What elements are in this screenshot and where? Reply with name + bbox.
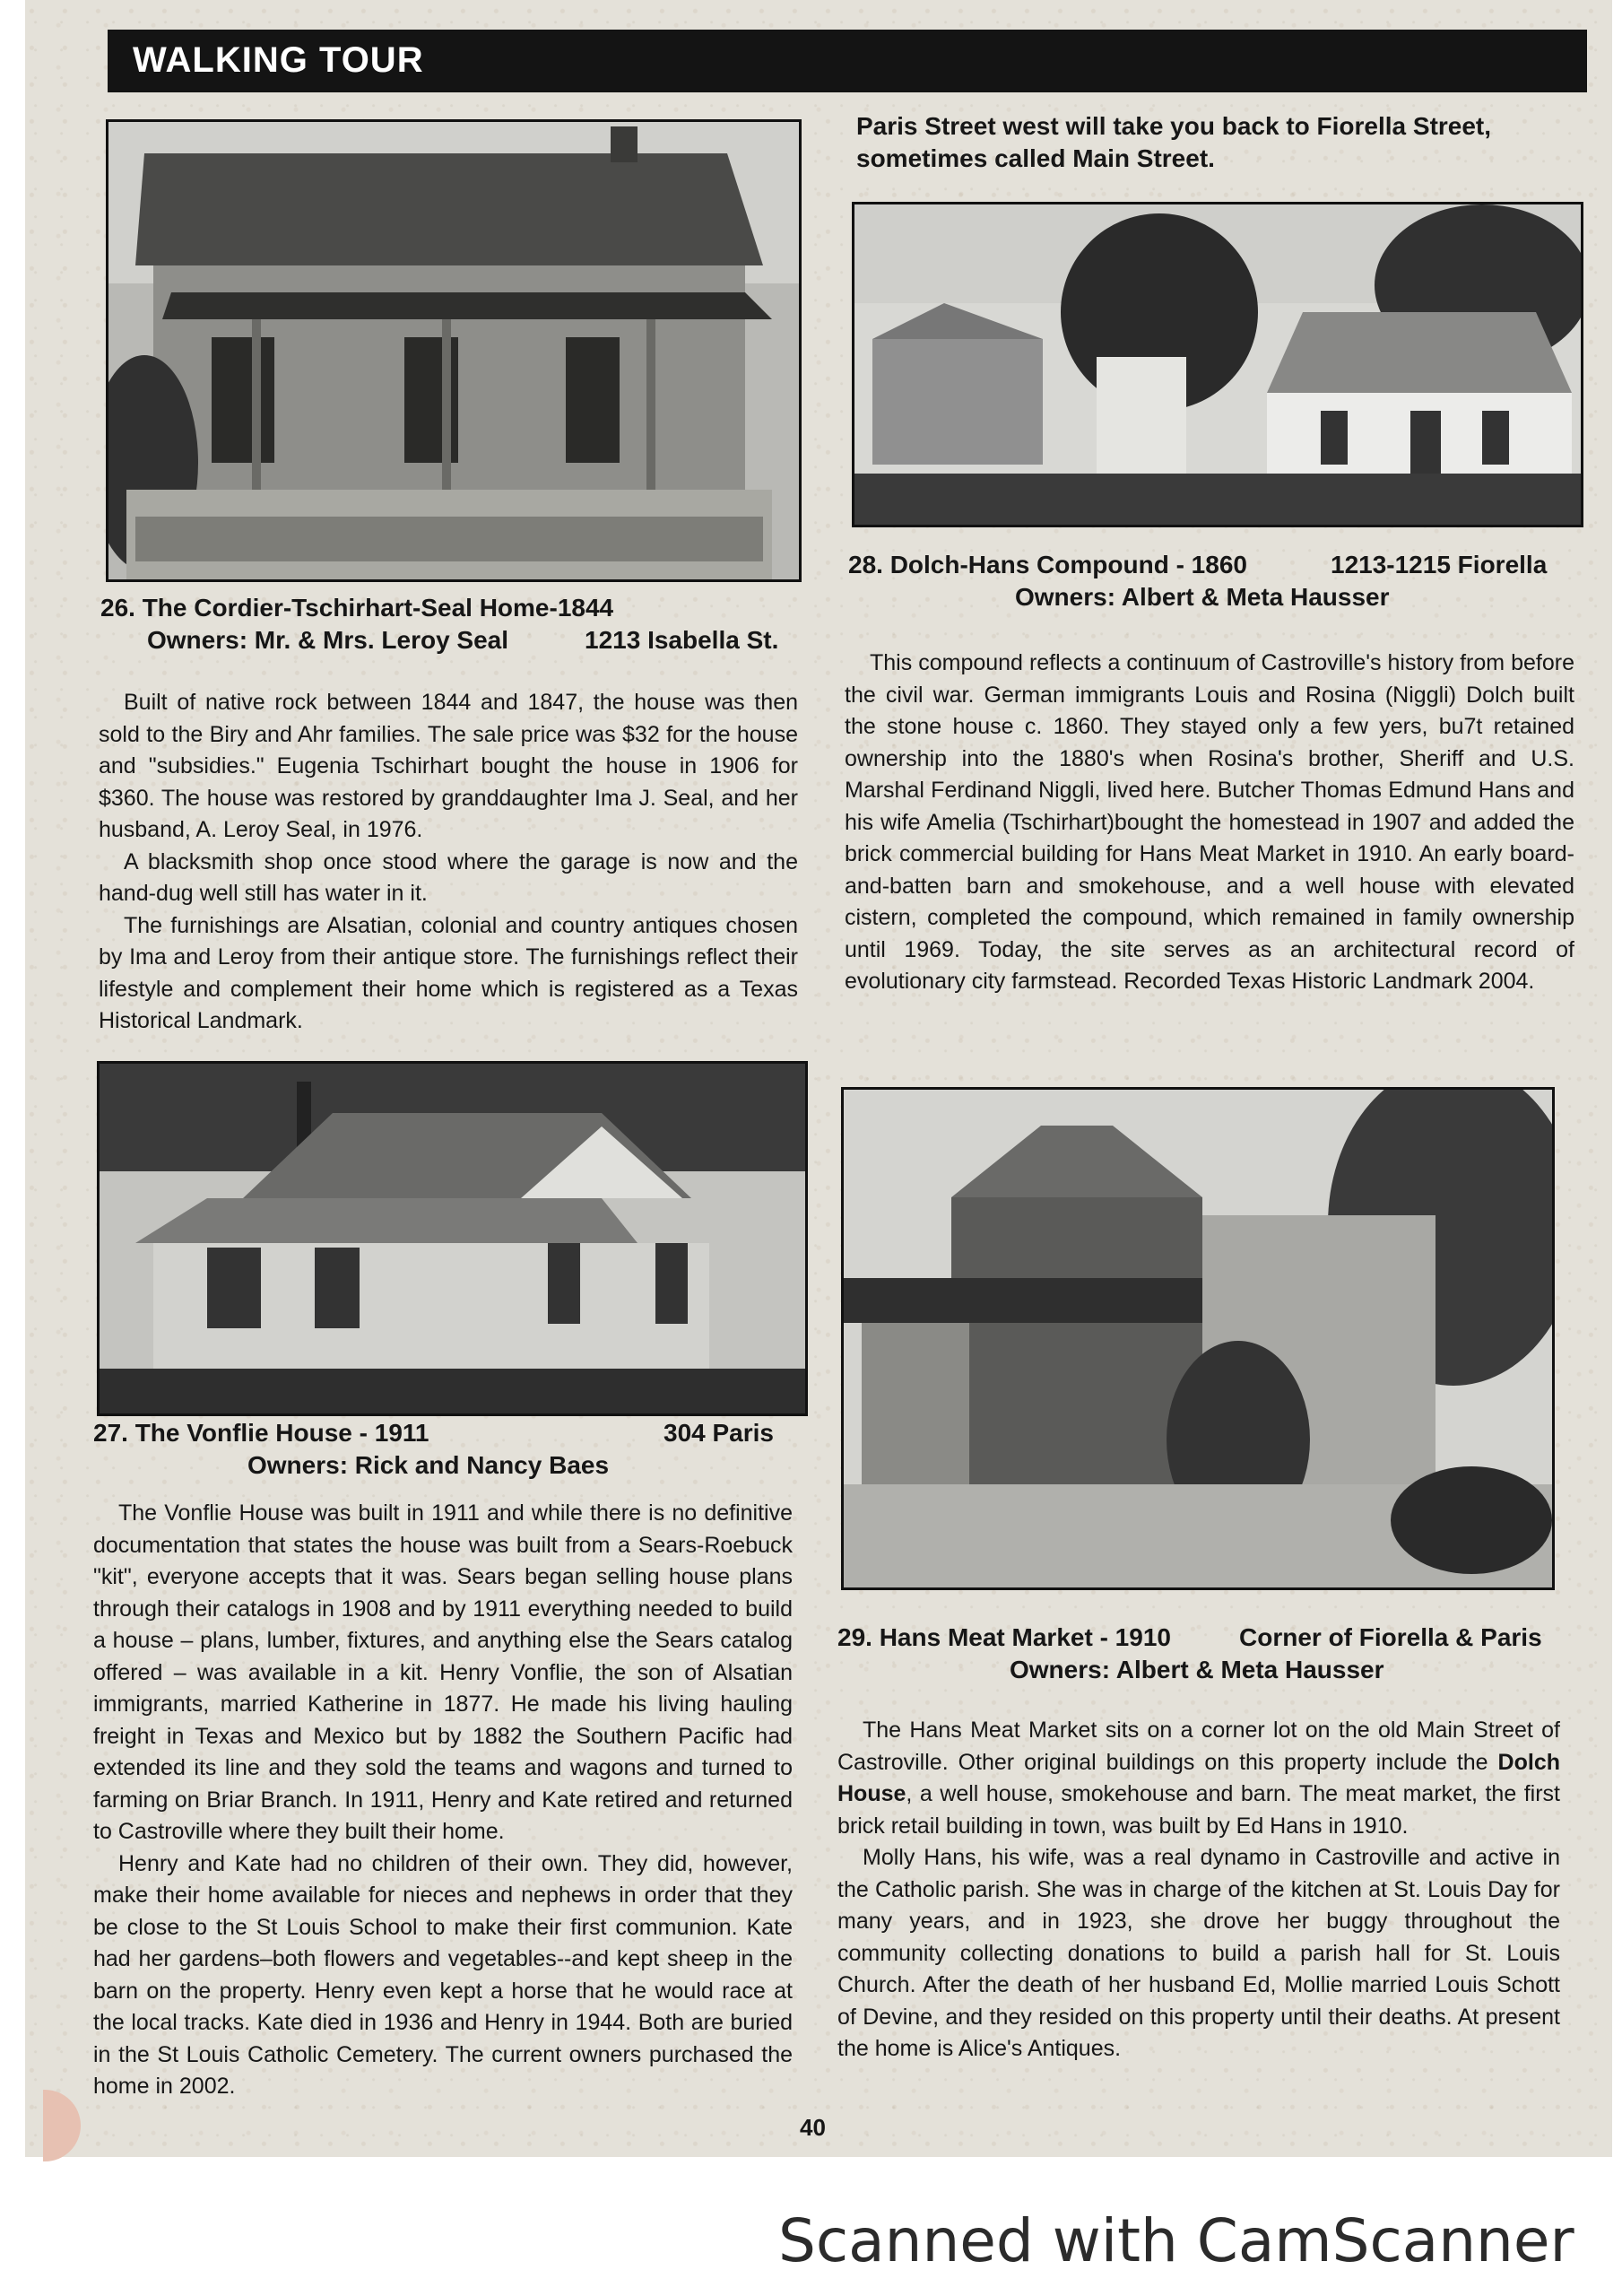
intro-text: Paris Street west will take you back to Fiorella Street, sometimes called Main Street. [856, 112, 1492, 172]
paragraph: Henry and Kate had no children of their own. They did, however, make their home available for nieces and nephews in order that they be close to the St Louis School to make their first communion. Kate had her gardens–both flowers and vegetables--and kept sheep in the barn on the property. Henry even kept a horse that he would race at the local tracks. Kate died in 1936 and Henry in 1944. Both are buried in the St Louis Catholic Cemetery. The current owners purchased the home in 2002. [93, 1850, 793, 2099]
text-run: , a well house, smokehouse and barn. The meat market, the first brick retail building in town, was built by Ed Hans in 1910. [837, 1781, 1560, 1839]
photo-cordier-home [106, 119, 802, 582]
section-title: WALKING TOUR [133, 40, 424, 80]
caption-26-title: 26. The Cordier-Tschirhart-Seal Home-1844 [100, 594, 614, 622]
dolch-house-bold: Dolch House [837, 1749, 1560, 1806]
caption-26-owners: Owners: Mr. & Mrs. Leroy Seal [147, 626, 509, 654]
scanner-watermark: Scanned with CamScanner [778, 2206, 1574, 2275]
caption-27-title: 27. The Vonflie House - 1911 [93, 1419, 429, 1447]
photo-dolch-hans-compound [852, 202, 1583, 527]
caption-28-owners: Owners: Albert & Meta Hausser [1015, 583, 1390, 611]
entry-29-text [837, 1715, 1560, 2066]
paragraph: This compound reflects a continuum of Castroville's history from before the civil war. German immigrants Louis and Rosina (Niggli) Dolch built the stone house c. 1860. They stayed only a few yers, bu7t retained ownership into the 1880's when Rosina's brother, Sheriff and U.S. Marshal Ferdinand Niggli, lived here. Butcher Thomas Edmund Hans and his wife Amelia (Tschirhart)bought the homestead in 1907 and added the brick commercial building for Hans Meat Market in 1910. An early board-and-batten barn and smokehouse, and a well house with elevated cistern, completed the compound, which remained in family ownership until 1969. Today, the site serves as an architectural record of evolutionary city farmstead. Recorded Texas Historic Landmark 2004. [845, 650, 1574, 994]
caption-28 [848, 549, 1566, 613]
caption-27-address: 304 Paris [664, 1419, 774, 1447]
photo-vonflie-house [97, 1061, 808, 1416]
entry-26-text [99, 687, 798, 1038]
caption-26-address: 1213 Isabella St. [585, 626, 779, 654]
caption-27-owners: Owners: Rick and Nancy Baes [247, 1451, 610, 1479]
paragraph: Molly Hans, his wife, was a real dynamo in Castroville and active in the Catholic parish. She was in charge of the kitchen at St. Louis Day for many years, and in 1923, she drove her buggy throughout the community collecting donations to build a parish hall for St. Louis Church. After the death of her husband Ed, Mollie married Louis Schott of Devine, and they resided on this property until their deaths. At present the home is Alice's Antiques. [837, 1845, 1560, 2061]
paragraph: Built of native rock between 1844 and 1847, the house was then sold to the Biry and Ahr families. The sale price was $32 for the house and "subsidies." Eugenia Tschirhart bought the house in 1906 for $360. The house was restored by granddaughter Ima J. Seal, and her husband, A. Leroy Seal, in 1976. [99, 690, 798, 842]
caption-28-title: 28. Dolch-Hans Compound - 1860 [848, 551, 1247, 578]
page-number: 40 [800, 2114, 826, 2141]
section-banner [108, 30, 1587, 92]
caption-28-address: 1213-1215 Fiorella [1331, 551, 1548, 578]
photo-hans-meat-market [841, 1087, 1555, 1590]
caption-29-owners: Owners: Albert & Meta Hausser [1010, 1656, 1384, 1683]
paragraph [837, 1715, 1560, 1842]
caption-29 [837, 1622, 1573, 1686]
caption-29-title: 29. Hans Meat Market - 1910 [837, 1623, 1171, 1651]
entry-27-text [93, 1498, 793, 2103]
paragraph: A blacksmith shop once stood where the garage is now and the hand-dug well still has water in it. [99, 848, 798, 906]
finger-edge [43, 2090, 81, 2161]
caption-26 [100, 592, 800, 657]
entry-28-text [845, 648, 1574, 998]
text-run: The Hans Meat Market sits on a corner lot on the old Main Street of Castroville. Other original buildings on this property include the [837, 1718, 1560, 1775]
paragraph: The Vonflie House was built in 1911 and while there is no definitive documentation that states the house was built from a Sears-Roebuck "kit", everyone accepts that it was. Sears began selling house plans through their catalogs in 1908 and by 1911 everything needed to build a house – plans, lumber, fixtures, and anything else the Sears catalog offered – was available in a kit. Henry Vonflie, the son of Alsatian immigrants, married Katherine in 1877. He made his living hauling freight in Texas and Mexico but by 1882 the Southern Pacific had extended its line and they sold the teams and wagons and turned to farming on Briar Branch. In 1911, Henry and Kate retired and returned to Castroville where they built their home. [93, 1500, 793, 1844]
caption-27 [93, 1417, 793, 1482]
caption-29-address: Corner of Fiorella & Paris [1239, 1623, 1542, 1651]
paragraph: The furnishings are Alsatian, colonial and country antiques chosen by Ima and Leroy from their antique store. The furnishings reflect their lifestyle and complement their home which is registered as a Texas Historical Landmark. [99, 912, 798, 1033]
